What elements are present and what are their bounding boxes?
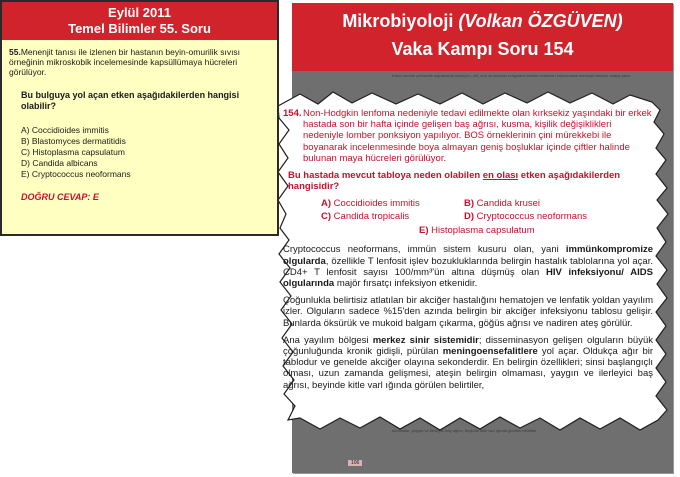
explanation-paragraph-2: Çoğunlukla belirtisiz atlatılan bir akciğer hastalığını hematojen ve lenfatik yoldan yayılım izler. Olguların sadece %15'den azında belirgin bir akciğer infeksiyonu tablosu gelişir. Bunlarda öksürük ve mukoid balgam çıkarma, göğüs ağrısı ve nadiren ateş görülür. <box>283 295 653 329</box>
faint-text-bottom: olmaması, yaygın ve ilerleyici baş ağrısı, beyinde kitle varl ığında görülen belirtiler, <box>392 428 538 433</box>
page-number: 106 <box>348 460 362 466</box>
exam-question-box <box>0 0 279 236</box>
option-a[interactable]: A) Coccidioides immitis <box>321 198 420 210</box>
exam-date: Eylül 2011 <box>108 5 171 20</box>
exam-option-d[interactable]: D) Candida albicans <box>21 158 98 168</box>
exam-body <box>2 40 277 234</box>
page-subtitle: Vaka Kampı Soru 154 <box>391 39 574 59</box>
exam-question-prompt: Bu bulguya yol açan etken aşağıdakilerden hangisi olabilir? <box>21 90 240 111</box>
exam-option-a[interactable]: A) Coccidioides immitis <box>21 125 109 135</box>
question-text: Non-Hodgkin lenfoma nedeniyle tedavi edilmekte olan kırksekiz yaşındaki bir erkek hastada son bir hafta içinde gelişen baş ağrısı, kusma, kişilik değişiklikleri nedeniyle lomber ponksiyon yapılıyor. BOS örneklerinin çini mürekkebi ile boyanarak incelenmesinde boya almayan geniş boşluklar içinde çiftler halinde bulunan maya hücreleri görülüyor. <box>303 108 652 164</box>
answer-options <box>283 198 653 238</box>
exam-question-text: 55.Menenjit tanısı ile izlenen bir hastanın beyin-omurilik sıvısı örneğinin mikroskobik incelemesinde kapsüllümaya hücreleri görülüyor. <box>9 47 241 77</box>
exam-header <box>2 2 277 40</box>
question-card <box>283 108 653 391</box>
question-number: 154. <box>283 108 302 119</box>
option-c[interactable]: C) Candida tropicalis <box>321 211 410 223</box>
question-prompt: Bu hastada mevcut tabloya neden olabilen en olası etken aşağıdakilerden hangisidir? <box>288 170 621 193</box>
option-e[interactable]: E) Histoplasma capsulatum <box>419 225 535 237</box>
explanation-paragraph-3: Ana yayılım bölgesi merkez sinir sistemidir; disseminasyon gelişen olguların büyük çoğunluğunda kronik gidişli, pürülan meningoensefalitlere yol açar. Oldukça ağır bir tablodur ve genelde akciğer olayına sekonderdir. En belirgin özellikleri; sinsi başlangıçlı olması, uzun zamanda gelişmesi, ateşin belirgin olmaması, yaygın ve ilerleyici baş ağrısı, beyinde kitle varl ığında görülen belirtiler, <box>283 334 653 391</box>
correct-answer: DOĞRU CEVAP: E <box>21 192 99 202</box>
page-title: Mikrobiyoloji (Volkan ÖZGÜVEN) <box>342 11 623 31</box>
exam-option-b[interactable]: B) Blastomyces dermatitidis <box>21 136 126 146</box>
exam-section: Temel Bilimler 55. Soru <box>68 21 211 36</box>
explanation-paragraph-1: Cryptococcus neoformans, immün sistem kusuru olan, yani immünkompromize olgularda, özellikle T lenfosit işlev bozukluklarında belirgin hastalık tablolarına yol açar. CD4+ T lenfosit sayısı 100/mm³'ün altına düşmüş olan HIV infeksiyonu/ AIDS olgularında majör fırsatçı infeksiyon etkenidir. <box>283 244 653 290</box>
exam-options <box>21 125 131 180</box>
exam-option-c[interactable]: C) Histoplasma capsulatum <box>21 147 125 157</box>
exam-option-e[interactable]: E) Cryptococcus neoformans <box>21 169 131 179</box>
question-154 <box>283 108 653 164</box>
option-b[interactable]: B) Candida krusei <box>464 198 541 210</box>
faint-text-top: Kalıcı immün yetmezlik olgularında lokasyon, cilt, oral ve kutanöz bulgularla birlikte beklenen kriptokoksal menenjit tablosu ortaya çıkar. <box>392 73 632 78</box>
option-d[interactable]: D) Cryptococcus neoformans <box>464 211 588 223</box>
